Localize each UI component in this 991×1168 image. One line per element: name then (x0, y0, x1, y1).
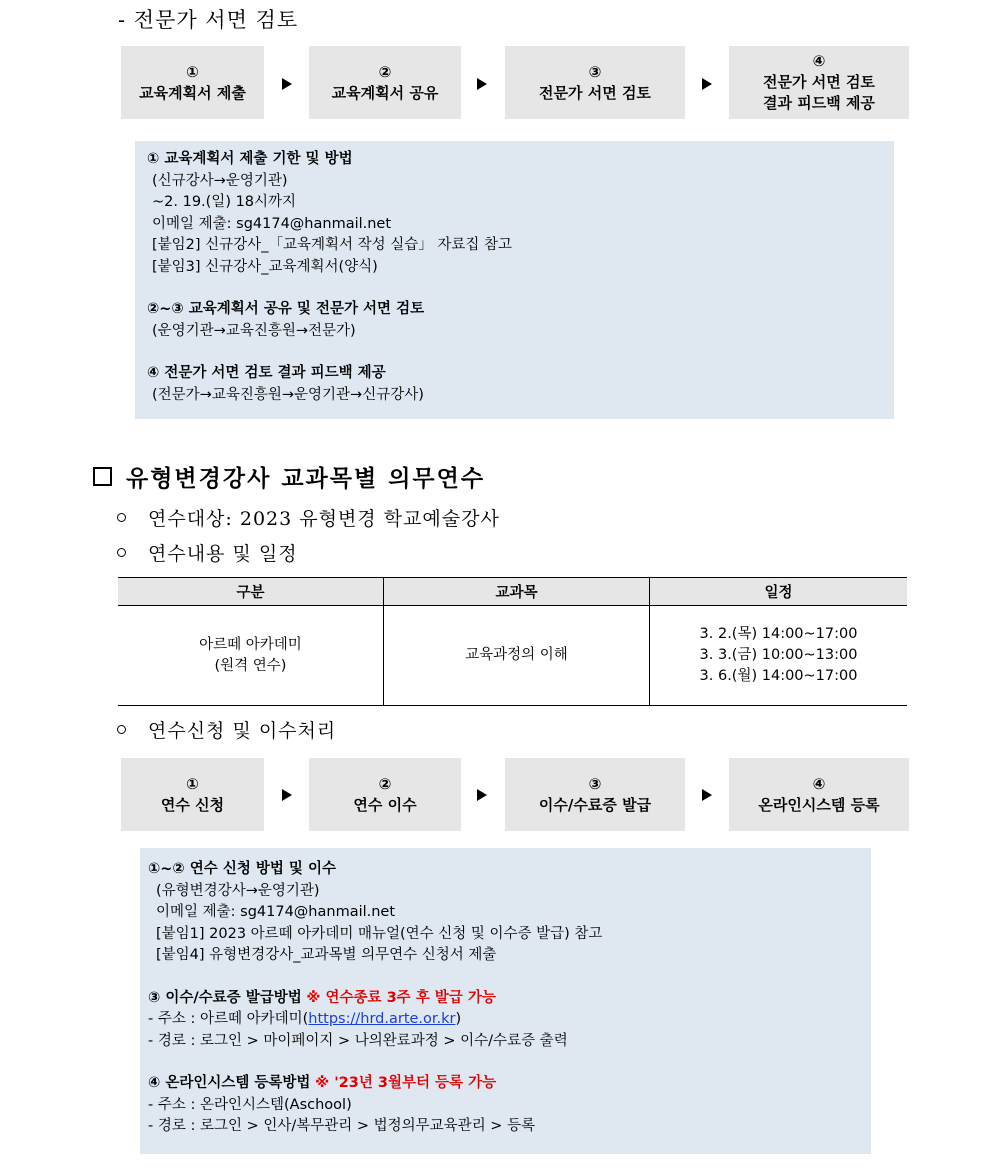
info-block-title: ④ 온라인시스템 등록방법 (148, 1075, 311, 1091)
address-text: - 주소 : 아르떼 아카데미( (148, 1011, 309, 1027)
info-address (148, 1009, 871, 1031)
section2-title (93, 460, 485, 493)
circle-bullet-icon (117, 513, 126, 522)
info-block-title: ③ 이수/수료증 발급방법 (148, 989, 302, 1006)
step-label: 온라인시스템 등록 (758, 795, 880, 814)
step-number: ① (186, 774, 199, 793)
info-line: (유형변경강사→운영기관) (156, 882, 320, 899)
step-number: ② (378, 62, 392, 81)
flow-step-2 (309, 46, 461, 119)
section1-heading: - 전문가 서면 검토 (118, 8, 299, 32)
flow-step-2 (309, 758, 461, 831)
arrow-right-icon (282, 78, 292, 90)
info-email: 이메일 제출: sg4174@hanmail.net (152, 215, 392, 232)
table-header-row (118, 578, 907, 606)
step-number: ④ (812, 774, 826, 793)
info-deadline: ~2. 19.(일) 18시까지 (152, 194, 297, 210)
info-block-header (148, 1073, 871, 1095)
arrow-right-icon (702, 78, 712, 90)
step-label-line2: 결과 피드백 제공 (763, 94, 875, 112)
info-line: (전문가→교육진흥원→운영기관→신규강사) (152, 386, 424, 403)
info-attachment: [붙임1] 2023 아르떼 아카데미 매뉴얼(연수 신청 및 이수증 발급) 참고 (156, 925, 603, 942)
step-number: ④ (812, 52, 826, 70)
step-number: ③ (588, 62, 602, 81)
info-address: - 주소 : 온라인시스템(Aschool) (148, 1096, 352, 1113)
flow-step-4 (729, 758, 909, 831)
flow-step-1 (121, 46, 264, 119)
info-block-title: ①~② 연수 신청 방법 및 이수 (148, 861, 337, 877)
column-header: 교과목 (384, 578, 650, 606)
info-note: ※ '23년 3월부터 등록 가능 (315, 1075, 497, 1091)
cell-schedule (650, 606, 908, 706)
schedule-date: 3. 3.(금) 10:00~13:00 (699, 647, 858, 663)
schedule-table (118, 577, 907, 706)
info-email: 이메일 제출: sg4174@hanmail.net (156, 904, 396, 920)
section2-title-text: 유형변경강사 교과목별 의무연수 (126, 465, 486, 492)
info-line: (운영기관→교육진흥원→전문가) (152, 322, 356, 339)
step-label: 교육계획서 공유 (331, 83, 439, 102)
bullet-text: 연수내용 및 일정 (148, 543, 298, 565)
info-block-title: ④ 전문가 서면 검토 결과 피드백 제공 (147, 365, 386, 381)
step-label: 전문가 서면 검토 (539, 83, 651, 102)
step-label: 교육계획서 제출 (139, 83, 246, 102)
arrow-right-icon (282, 789, 292, 801)
flow-step-3 (505, 758, 685, 831)
info-attachment: [붙임4] 유형변경강사_교과목별 의무연수 신청서 제출 (156, 947, 497, 963)
bullet-application (117, 716, 336, 743)
training-info-box (140, 848, 871, 1154)
category-line: (원격 연수) (214, 657, 287, 674)
info-path: - 경로 : 로그인 > 인사/복무관리 > 법정의무교육관리 > 등록 (148, 1118, 536, 1134)
arte-academy-link[interactable]: https://hrd.arte.or.kr (308, 1011, 456, 1027)
step-number: ② (378, 774, 392, 793)
info-attachment: [붙임2] 신규강사_「교육계획서 작성 실습」 자료집 참고 (152, 237, 512, 253)
column-header: 일정 (650, 578, 908, 606)
cell-subject: 교육과정의 이해 (384, 606, 650, 706)
step-label: 연수 신청 (160, 795, 225, 814)
schedule-date: 3. 6.(월) 14:00~17:00 (699, 668, 858, 684)
info-path: - 경로 : 로그인 > 마이페이지 > 나의완료과정 > 이수/수료증 출력 (148, 1032, 568, 1049)
address-text: ) (455, 1011, 462, 1027)
table-row (118, 606, 907, 706)
category-line: 아르떼 아카데미 (199, 636, 302, 653)
bullet-text: 연수신청 및 이수처리 (148, 720, 337, 742)
info-block-header (148, 988, 871, 1010)
step-number: ③ (588, 774, 602, 793)
plan-info-box (135, 141, 894, 419)
arrow-right-icon (477, 789, 487, 801)
flow-step-4 (729, 46, 909, 119)
step-label: 연수 이수 (353, 795, 417, 814)
arrow-right-icon (702, 789, 712, 801)
arrow-right-icon (477, 78, 487, 90)
step-label: 이수/수료증 발급 (538, 795, 652, 814)
square-bullet-icon (93, 467, 112, 486)
schedule-date: 3. 2.(목) 14:00~17:00 (699, 626, 858, 642)
flow-step-3 (505, 46, 685, 119)
bullet-target (117, 504, 500, 531)
info-attachment: [붙임3] 신규강사_교육계획서(양식) (152, 258, 378, 275)
step-label: 전문가 서면 검토 (763, 73, 875, 91)
circle-bullet-icon (117, 725, 126, 734)
circle-bullet-icon (117, 548, 126, 557)
info-line: (신규강사→운영기관) (152, 172, 288, 189)
step-number: ① (186, 62, 199, 81)
info-block-title: ① 교육계획서 제출 기한 및 방법 (147, 151, 353, 167)
flow-step-1 (121, 758, 264, 831)
cell-category (118, 606, 384, 706)
info-block-title: ②~③ 교육계획서 공유 및 전문가 서면 검토 (147, 301, 425, 317)
bullet-schedule (117, 539, 298, 566)
info-note: ※ 연수종료 3주 후 발급 가능 (306, 989, 496, 1006)
bullet-text: 연수대상: 2023 유형변경 학교예술강사 (148, 508, 500, 530)
column-header: 구분 (118, 578, 384, 606)
